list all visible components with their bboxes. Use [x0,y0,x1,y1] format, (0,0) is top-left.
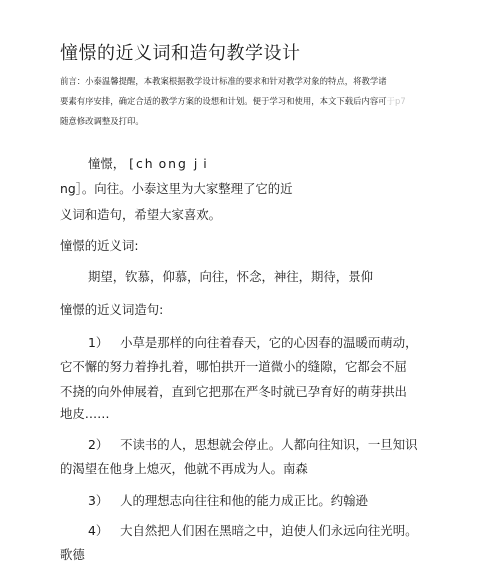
sentence-4-line-1 [88,522,417,540]
sentence-4-number: 4） [88,523,109,538]
sentence-1-number: 1） [88,335,109,350]
document-title: 憧憬的近义词和造句教学设计 [60,43,301,64]
preface-line-1: 前言：小泰温馨提醒，本教案根据教学设计标准的要求和针对教学对象的特点，将教学诸 [60,76,387,86]
intro-pinyin-a: [ch [129,156,155,171]
sentence-2-line-2: 的渴望在他身上熄灭，他就不再成为人。南森 [60,461,308,476]
sentence-2-number: 2） [88,437,109,452]
preface-line-2-text: 要素有序安排，确定合适的教学方案的设想和计划。便于学习和使用，本文下载后内容可 [60,96,387,106]
sentence-3-number: 3） [88,493,109,508]
sentence-1-line-4: 地皮…… [60,406,110,421]
intro-pinyin-b: ong j [158,156,200,171]
sentence-3-line-1 [88,492,368,510]
sentences-heading: 憧憬的近义词造句: [60,302,164,317]
intro-line-3: 义词和造句，希望大家喜欢。 [60,207,222,222]
sentence-1-line-1 [88,334,417,352]
watermark-text: 于p7 [386,96,406,106]
intro-line-2: ng］。向往。小泰这里为大家整理了它的近 [60,181,293,196]
intro-line-1 [88,155,209,173]
synonyms-list: 期望，钦慕，仰慕，向往，怀念，神往，期待，景仰 [88,269,373,284]
sentence-1-line-3: 不挠的向外伸展着，直到它把那在严冬时就已孕育好的萌芽拱出 [60,384,407,399]
synonyms-heading: 憧憬的近义词: [60,238,139,253]
preface-line-2 [60,95,420,107]
preface-line-3: 随意修改调整及打印。 [60,116,144,126]
sentence-4-text-1: 大自然把人们困在黑暗之中，迫使人们永远向往光明。 [120,523,418,538]
intro-pinyin-c: i [203,156,209,171]
sentence-4-line-2: 歌德 [60,547,85,562]
sentence-3-text-1: 人的理想志向往往和他的能力成正比。约翰逊 [120,493,368,508]
sentence-2-text-1: 不读书的人，思想就会停止。人都向往知识，一旦知识 [120,437,418,452]
sentence-1-text-1: 小草是那样的向往着春天，它的心因春的温暖而萌动， [120,335,418,350]
sentence-2-line-1 [88,436,417,454]
sentence-1-line-2: 它不懈的努力着挣扎着，哪怕拱开一道微小的缝隙，它都会不屈 [60,359,407,374]
intro-word: 憧憬， [88,156,126,171]
